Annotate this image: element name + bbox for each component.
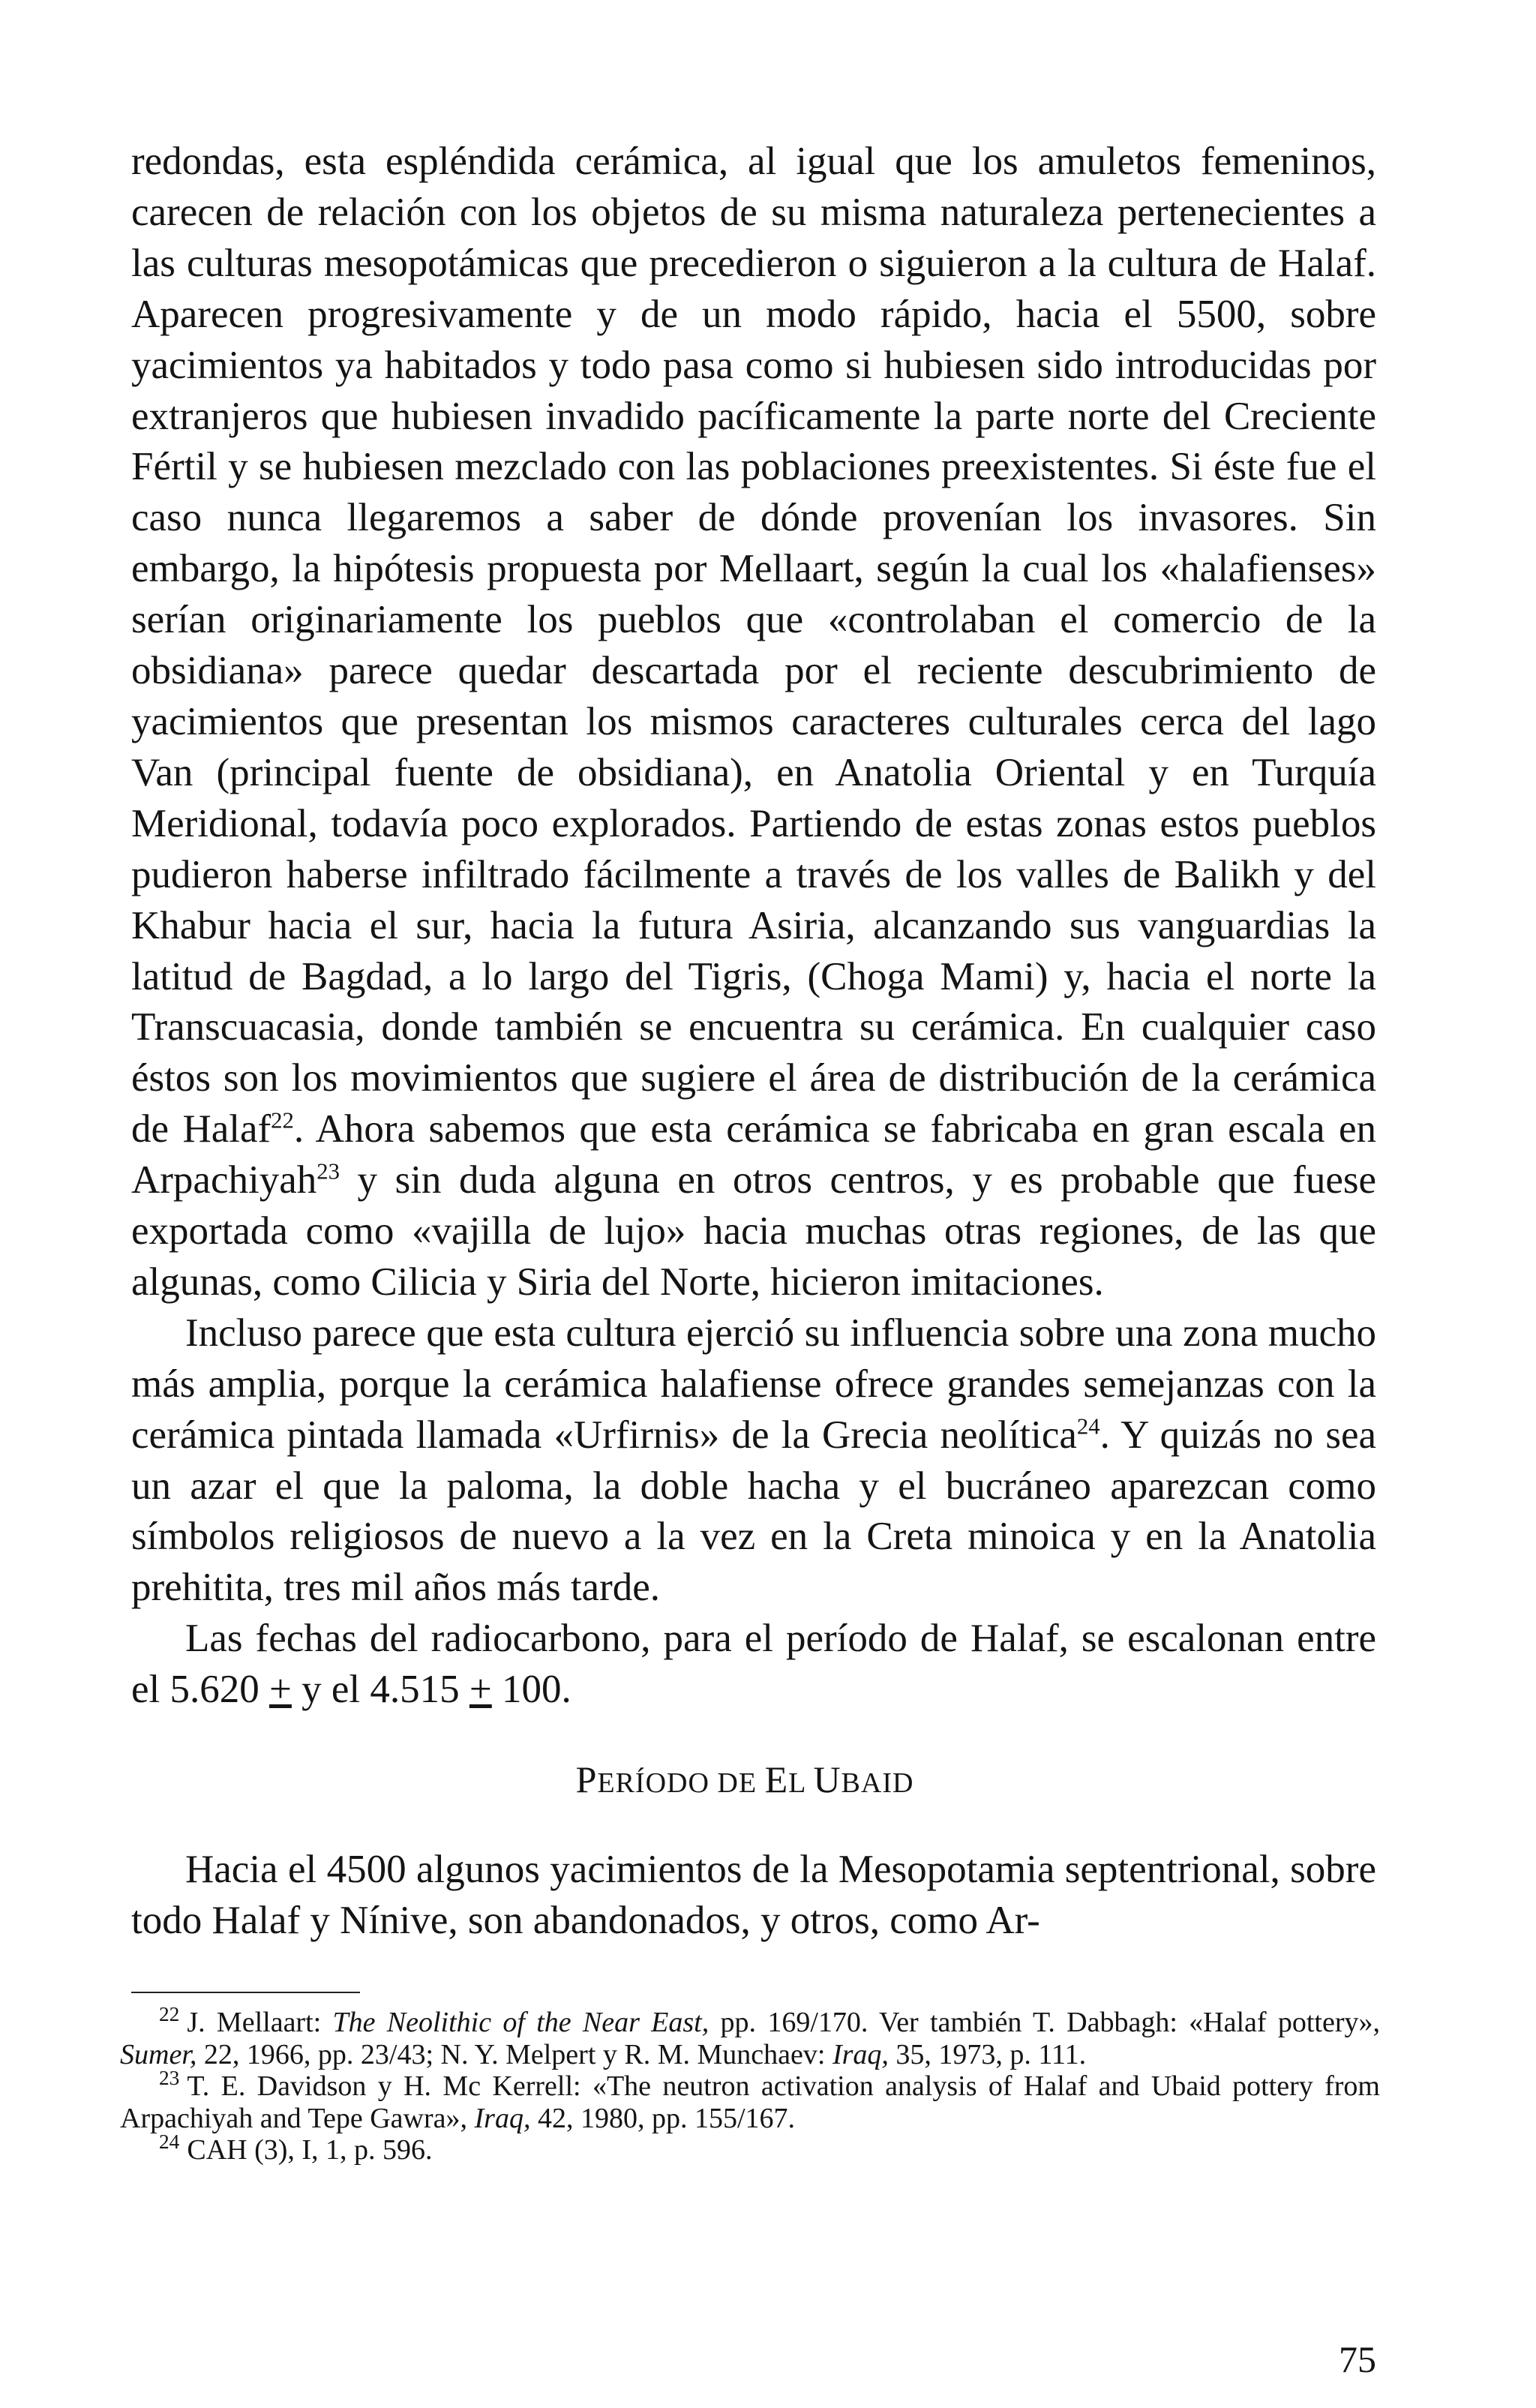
paragraph — [131, 1614, 1376, 1716]
paragraph — [131, 1308, 1376, 1614]
text-run: y sin duda alguna en otros centros, y es probable que fuese exportada como «vajilla de lujo» hacia muchas otras regiones, de las que algunas, como Cilicia y Siria del Norte, hicieron imitaciones. — [131, 1158, 1376, 1304]
text-run: 42, 1980, pp. 155/167. — [530, 2102, 796, 2134]
heading-smallcaps-2: L — [788, 1767, 814, 1799]
footnote — [120, 2067, 1380, 2134]
text-run: T. E. Davidson y H. Mc Kerrell: «The neutron activation analysis of Halaf and Ubaid pottery from Arpachiyah and Tepe Gawra», — [120, 2070, 1380, 2134]
footnote-ref: 22 — [271, 1107, 294, 1133]
body-text — [131, 137, 1376, 1716]
text-run: . Ahora sabemos que esta cerámica se fabricaba en gran escala en Arpachiyah — [131, 1107, 1376, 1202]
plus-minus-sign: + — [269, 1668, 292, 1712]
italic-title: The Neolithic of the Near East, — [332, 2007, 710, 2038]
heading-smallcaps-3: BAID — [841, 1767, 914, 1799]
heading-initial-3: U — [813, 1758, 842, 1800]
footnote — [120, 2003, 1380, 2070]
text-run: Incluso parece que esta cultura ejerció su influencia sobre una zona mucho más amplia, porque la cerámica halafiense ofrece grandes semejanzas con la cerámica pintada llamada «Urfirnis» de la Grecia neolítica — [131, 1311, 1376, 1457]
footnotes — [120, 2003, 1380, 2166]
footnote-ref: 23 — [316, 1158, 340, 1184]
text-run: J. Mellaart: — [187, 2007, 333, 2038]
text-run: pp. 169/170. Ver también T. Dabbagh: «Halaf pottery», — [709, 2007, 1380, 2038]
text-run: . Y quizás no sea un azar el que la paloma, la doble hacha y el bucráneo aparezcan como símbolos religiosos de nuevo a la vez en la Creta minoica y en la Anatolia prehitita, tres mil años más tarde. — [131, 1413, 1376, 1610]
text-run: 100. — [491, 1668, 572, 1712]
text-run: Las fechas del radiocarbono, para el período de Halaf, se escalonan entre el 5.620 — [131, 1617, 1376, 1712]
text-run: y el 4.515 — [291, 1668, 470, 1712]
text-run: 35, 1973, p. 111. — [888, 2038, 1087, 2070]
text-run: 22, 1966, pp. 23/43; N. Y. Melpert y R. M. Munchaev: — [196, 2038, 832, 2070]
text-run: redondas, esta espléndida cerámica, al igual que los amuletos femeninos, carecen de relación con los objetos de su misma naturaleza pertenecientes a las culturas mesopotámicas que precedieron o siguieron a la cultura de Halaf. Aparecen progresivamente y de un modo rápido, hacia el 5500, sobre yacimientos ya habitados y todo pasa como si hubiesen sido introducidas por extranjeros que hubiesen invadido pacíficamente la parte norte del Creciente Fértil y se hubiesen mezclado con las poblaciones preexistentes. Si éste fue el caso nunca llegaremos a saber de dónde provenían los invasores. Sin embargo, la hipótesis propuesta por Mellaart, según la cual los «halafienses» serían originariamente los pueblos que «controlaban el comercio de la obsidiana» parece quedar descartada por el reciente descubrimiento de yacimientos que presentan los mismos caracteres culturales cerca del lago Van (principal fuente de obsidiana), en Anatolia Oriental y en Turquía Meridional, todavía poco explorados. Partiendo de estas zonas estos pueblos pudieron haberse infiltrado fácilmente a través de los valles de Balikh y del Khabur hacia el sur, hacia la futura Asiria, alcanzando sus vanguardias la latitud de Bagdad, a lo largo del Tigris, (Choga Mami) y, hacia el norte la Transcuacasia, donde también se encuentra su cerámica. En cualquier caso éstos son los movimientos que sugiere el área de distribución de la cerámica de Halaf — [131, 140, 1376, 1151]
footnote-number: 22 — [159, 2003, 180, 2026]
footnote — [120, 2130, 1380, 2166]
italic-title: Sumer, — [120, 2038, 197, 2070]
plus-minus-sign: + — [469, 1668, 492, 1712]
text-run: CAH (3), I, 1, p. 596. — [187, 2134, 433, 2166]
italic-title: Iraq, — [832, 2038, 889, 2070]
italic-title: Iraq, — [474, 2102, 531, 2134]
heading-initial-1: P — [575, 1758, 598, 1800]
page-number: 75 — [1339, 2338, 1376, 2380]
footnote-number: 24 — [159, 2130, 180, 2154]
heading-smallcaps-1: ERÍODO DE — [597, 1767, 765, 1799]
section-paragraph: Hacia el 4500 algunos yacimientos de la Mesopotamia septentrional, sobre todo Halaf y Nínive, son abandonados, y otros, como Ar- — [131, 1848, 1376, 1942]
section-heading — [0, 1757, 1536, 1806]
paragraph — [131, 137, 1376, 1308]
heading-initial-2: E — [764, 1758, 789, 1800]
footnote-number: 23 — [159, 2067, 180, 2090]
footnote-ref: 24 — [1076, 1413, 1100, 1439]
footnote-divider — [131, 1992, 360, 1993]
